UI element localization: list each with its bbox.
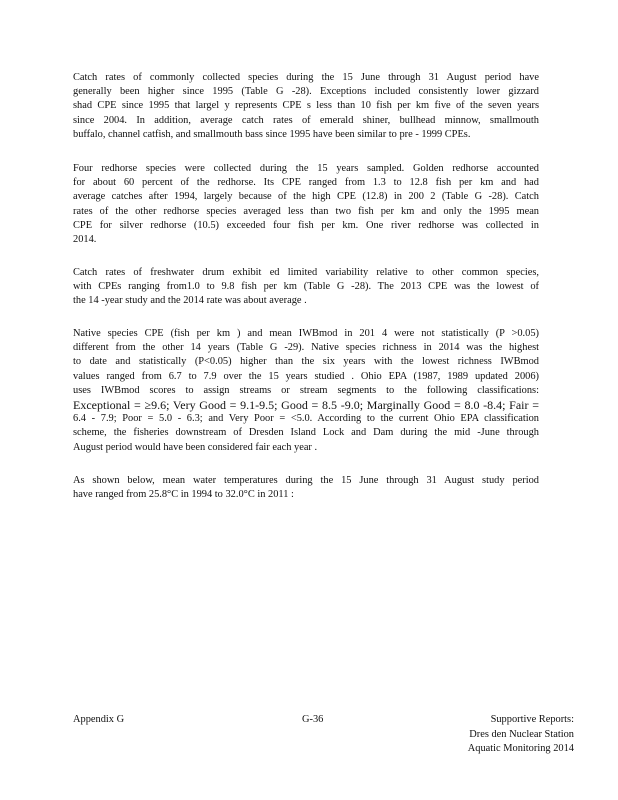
text-line: Four redhorse species were collected during the 15 years sampled. Golden redhorse accounted xyxy=(73,163,539,174)
text-line: scheme, the fisheries downstream of Dresden Island Lock and Dam during the mid -June through xyxy=(73,427,539,439)
text-line: CPE for silver redhorse (10.5) exceeded four fish per km. One river redhorse was collected in xyxy=(73,219,539,231)
paragraph-native-species xyxy=(73,327,539,455)
paragraph-water-temperature xyxy=(73,474,539,502)
text-line: Exceptional = ≥9.6; Very Good = 9.1-9.5; Good = 8.5 -9.0; Marginally Good = 8.0 -8.4; Fair = xyxy=(73,397,539,412)
text-line: As shown below, mean water temperatures during the 15 June through 31 August study period xyxy=(73,475,539,486)
text-line: 2014. xyxy=(73,233,97,245)
text-line: 6.4 - 7.9; Poor = 5.0 - 6.3; and Very Poor = <5.0. According to the current Ohio EPA classification xyxy=(73,413,539,425)
footer-report-title xyxy=(468,713,574,757)
text-line: have ranged from 25.8°C in 1994 to 32.0°C in 2011 : xyxy=(73,489,294,501)
text-line: the 14 -year study and the 2014 rate was about average . xyxy=(73,295,307,307)
footer-report-line: Aquatic Monitoring 2014 xyxy=(467,743,574,754)
paragraph-catch-rates xyxy=(73,71,539,142)
text-line: since 2004. In addition, average catch rates of emerald shiner, bullhead minnow, smallmouth xyxy=(73,114,539,126)
footer-page-number: G-36 xyxy=(302,714,324,725)
text-line: Native species CPE (fish per km ) and mean IWBmod in 201 4 were not statistically (P >0.05) xyxy=(73,328,539,339)
text-line: with CPEs ranging from1.0 to 9.8 fish per km (Table G -28). The 2013 CPE was the lowest of xyxy=(73,281,539,293)
paragraph-redhorse xyxy=(73,162,539,247)
text-line: Catch rates of commonly collected species during the 15 June through 31 August period have xyxy=(73,72,539,83)
footer-report-line: Dres den Nuclear Station xyxy=(469,728,574,740)
text-line: different from the other 14 years (Table G -29). Native species richness in 2014 was the highest xyxy=(73,342,539,354)
text-line: shad CPE since 1995 that largel y represents CPE s less than 10 fish per km five of the seven years xyxy=(73,100,539,112)
text-line: uses IWBmod scores to assign streams or stream segments to the following classifications: xyxy=(73,384,539,396)
text-line: values ranged from 6.7 to 7.9 over the 15 years studied . Ohio EPA (1987, 1989 updated 2006) xyxy=(73,370,539,382)
text-line: for about 60 percent of the redhorse. Its CPE ranged from 1.3 to 12.8 fish per km and had xyxy=(73,177,539,189)
text-line: August period would have been considered fair each year . xyxy=(73,441,318,453)
paragraph-freshwater-drum xyxy=(73,266,539,309)
text-line: buffalo, channel catfish, and smallmouth bass since 1995 have been similar to pre - 1999 CPEs. xyxy=(73,128,471,140)
footer-report-line: Supportive Reports: xyxy=(490,714,574,725)
text-line: Catch rates of freshwater drum exhibit ed limited variability relative to other common species, xyxy=(73,267,539,278)
text-line: average catches after 1994, largely because of the high CPE (12.8) in 200 2 (Table G -28). Catch xyxy=(73,191,539,203)
text-line: generally been higher since 1995 (Table G -28). Exceptions included consistently lower gizzard xyxy=(73,86,539,98)
text-line: to date and statistically (P<0.05) higher than the six years with the lowest richness IWBmod xyxy=(73,356,539,368)
footer-appendix-label: Appendix G xyxy=(73,714,125,725)
text-line: rates of the other redhorse species averaged less than two fish per km and only the 1995 mean xyxy=(73,205,539,217)
